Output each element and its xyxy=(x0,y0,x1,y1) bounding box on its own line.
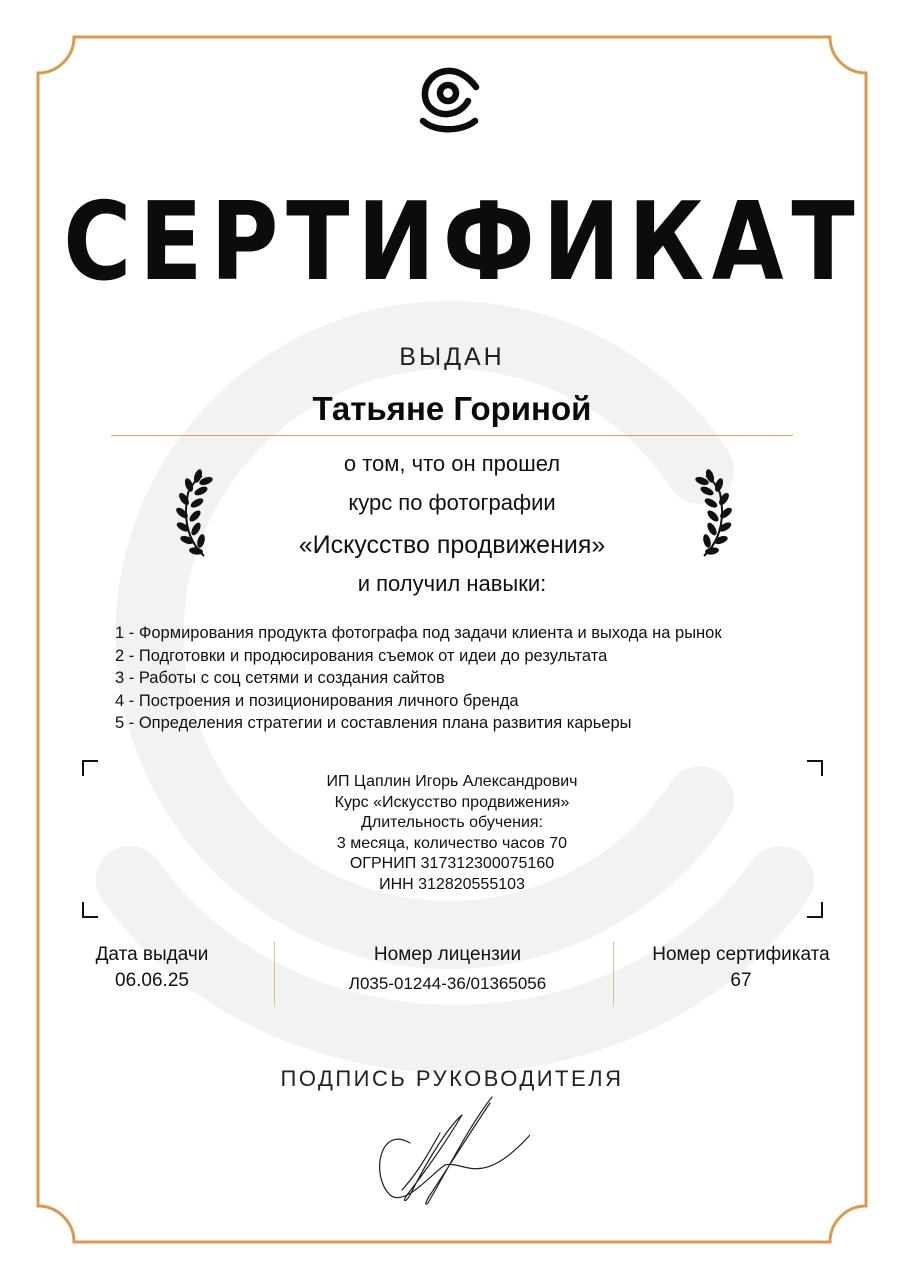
license-block xyxy=(290,944,605,994)
corner-bracket-bottom-right xyxy=(807,902,823,918)
org-inn: ИНН 312820555103 xyxy=(379,875,525,893)
skill-item: 4 - Построения и позиционирования личного бренда xyxy=(115,691,519,710)
org-duration-label: Длительность обучения: xyxy=(361,814,543,831)
cert-number-label: Номер сертификата xyxy=(652,944,830,965)
laurel-branch-icon xyxy=(174,468,214,558)
issued-label: ВЫДАН xyxy=(399,343,505,371)
issue-date-block xyxy=(72,944,232,992)
corner-bracket-bottom-left xyxy=(82,902,98,918)
skill-item: 5 - Определения стратегии и составления плана развития карьеры xyxy=(115,714,632,732)
recipient-name: Татьяне Гориной xyxy=(312,390,592,427)
eye-c-logo-icon xyxy=(413,60,489,136)
org-duration: 3 месяца, количество часов 70 xyxy=(336,834,568,852)
license-label: Номер лицензии xyxy=(373,944,522,965)
certificate-title: СЕРТИФИКАТ xyxy=(63,180,863,305)
signature-image xyxy=(370,1095,530,1215)
cert-number-block xyxy=(628,944,854,992)
statement-line-4: и получил навыки: xyxy=(357,571,547,596)
license-value: Л035-01244-36/01365056 xyxy=(348,974,547,993)
column-divider xyxy=(613,942,614,1006)
skill-item: 1 - Формирования продукта фотографа под задачи клиента и выхода на рынок xyxy=(115,624,722,642)
signature-label: ПОДПИСЬ РУКОВОДИТЕЛЯ xyxy=(280,1066,624,1091)
name-underline xyxy=(111,435,793,436)
column-divider xyxy=(274,942,275,1006)
org-name: ИП Цаплин Игорь Александрович xyxy=(326,773,578,790)
skill-item: 3 - Работы с соц сетями и создания сайтов xyxy=(115,669,445,687)
organization-info xyxy=(0,772,904,895)
skill-item: 2 - Подготовки и продюсирования съемок от идеи до результата xyxy=(115,646,608,665)
course-name: «Искусство продвижения» xyxy=(298,531,606,559)
org-course: Курс «Искусство продвижения» xyxy=(334,793,570,811)
statement-line-2: курс по фотографии xyxy=(348,490,556,515)
issue-date-value: 06.06.25 xyxy=(115,970,189,991)
cert-number-value: 67 xyxy=(730,970,752,991)
statement-line-1: о том, что он прошел xyxy=(343,451,561,476)
issue-date-label: Дата выдачи xyxy=(95,944,209,965)
laurel-branch-icon xyxy=(694,468,734,558)
org-ogrnip: ОГРНИП 317312300075160 xyxy=(349,855,555,872)
skills-list xyxy=(115,622,722,735)
